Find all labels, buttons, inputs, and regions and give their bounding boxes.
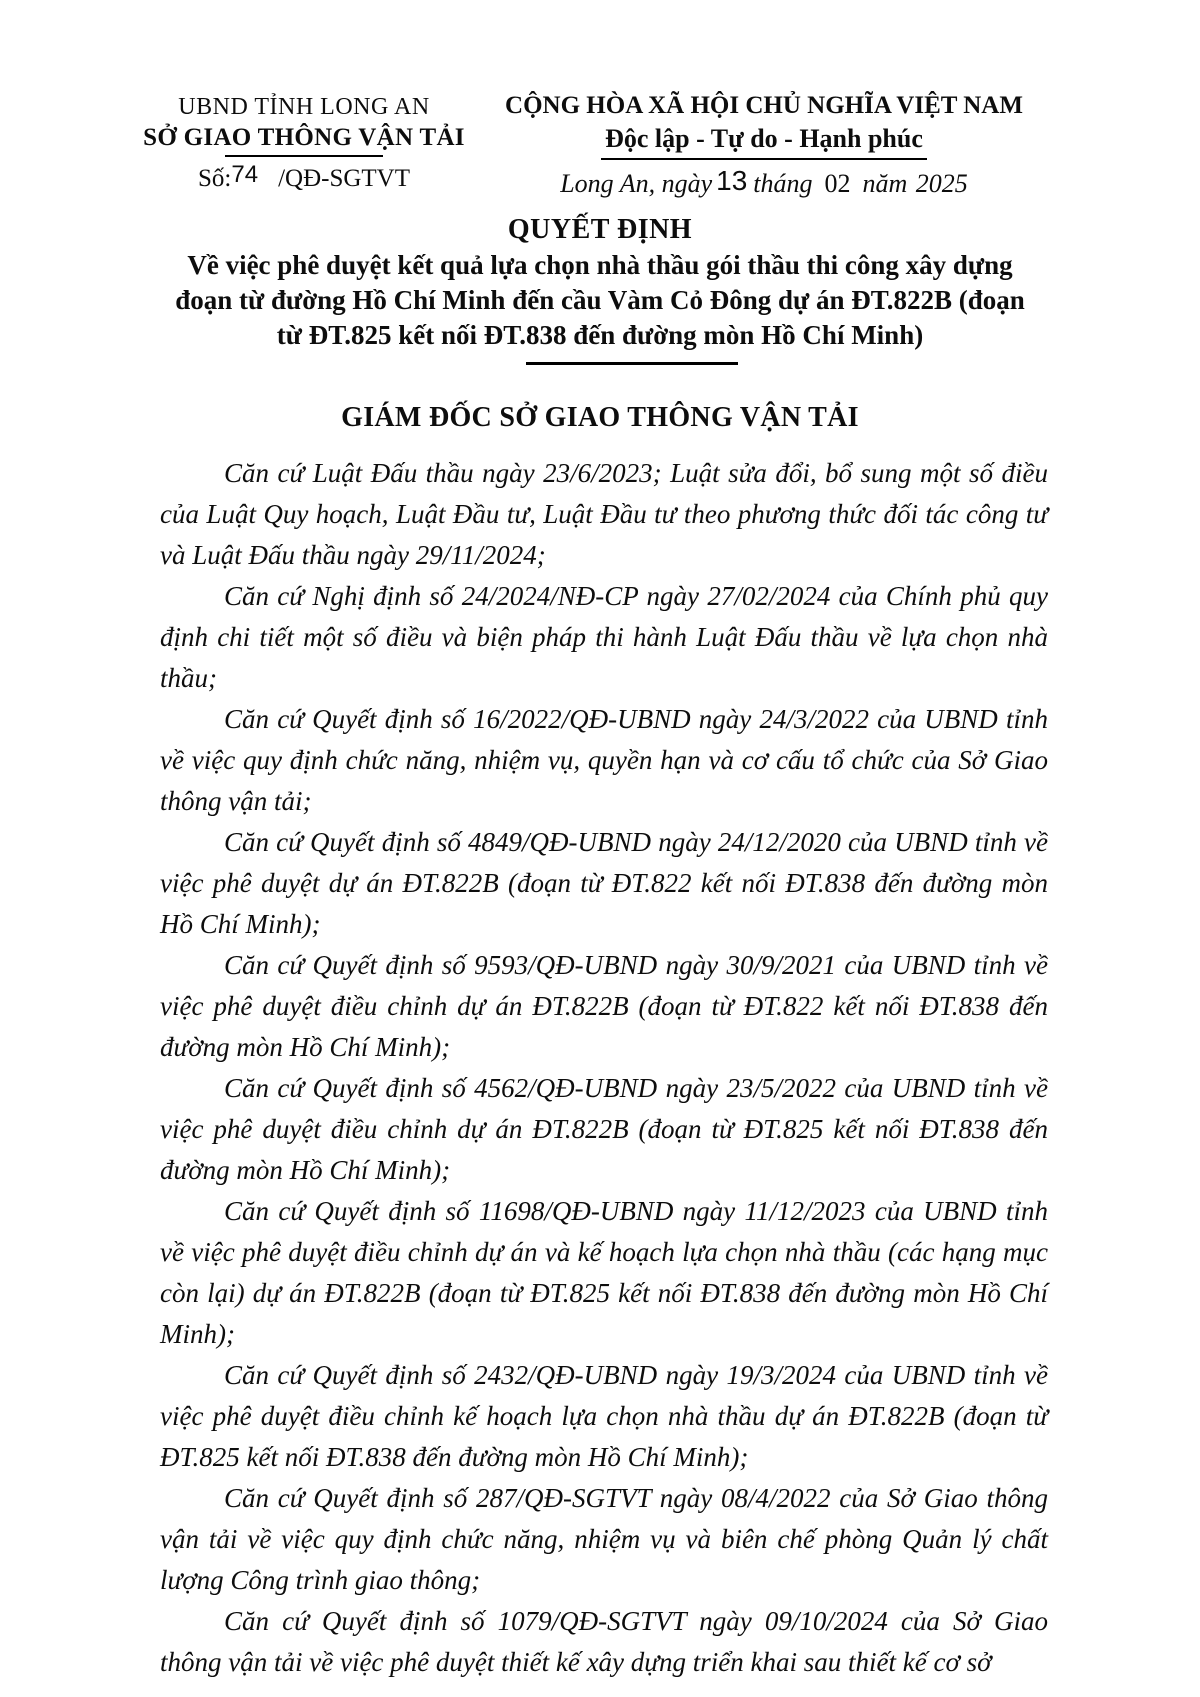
document-header xyxy=(0,0,1200,212)
org-name: SỞ GIAO THÔNG VẬN TẢI xyxy=(143,124,465,151)
recital-paragraph: Căn cứ Quyết định số 287/QĐ-SGTVT ngày 08/4/2022 của Sở Giao thông vận tải về việc quy định chức năng, nhiệm vụ và biên chế phòng Quản lý chất lượng Công trình giao thông; xyxy=(160,1483,1048,1595)
title-subject-line-1: Về việc phê duyệt kết quả lựa chọn nhà thầu gói thầu thi công xây dựng xyxy=(187,250,1013,280)
national-motto-line2-wrap xyxy=(488,123,1040,160)
dateline xyxy=(488,167,1040,200)
parent-org-name: UBND TỈNH LONG AN xyxy=(178,94,430,120)
recitals-section xyxy=(160,453,1048,1683)
recital-paragraph: Căn cứ Quyết định số 2432/QĐ-UBND ngày 19/3/2024 của UBND tỉnh về việc phê duyệt điều chỉnh kế hoạch lựa chọn nhà thầu dự án ĐT.822B (đoạn từ ĐT.825 kết nối ĐT.838 đến đường mòn Hồ Chí Minh); xyxy=(160,1360,1048,1472)
recital-paragraph: Căn cứ Luật Đấu thầu ngày 23/6/2023; Luật sửa đổi, bổ sung một số điều của Luật Quy hoạch, Luật Đầu tư, Luật Đầu tư theo phương thức đối tác công tư và Luật Đấu thầu ngày 29/11/2024; xyxy=(160,458,1048,570)
authority-heading: GIÁM ĐỐC SỞ GIAO THÔNG VẬN TẢI xyxy=(341,402,859,433)
recital-paragraph: Căn cứ Quyết định số 4849/QĐ-UBND ngày 24/12/2020 của UBND tỉnh về việc phê duyệt dự án ĐT.822B (đoạn từ ĐT.822 kết nối ĐT.838 đến đường mòn Hồ Chí Minh); xyxy=(160,827,1048,939)
title-subject-line-2: đoạn từ đường Hồ Chí Minh đến cầu Vàm Cỏ Đông dự án ĐT.822B (đoạn xyxy=(175,285,1025,315)
document-title: QUYẾT ĐỊNH xyxy=(507,214,693,245)
national-header-block xyxy=(488,90,1040,200)
recital-paragraph: Căn cứ Quyết định số 9593/QĐ-UBND ngày 30/9/2021 của UBND tỉnh về việc phê duyệt điều chỉnh dự án ĐT.822B (đoạn từ ĐT.822 kết nối ĐT.838 đến đường mòn Hồ Chí Minh); xyxy=(160,950,1048,1062)
dateline-year-word: năm xyxy=(862,169,908,198)
title-block xyxy=(0,212,1200,365)
recital-paragraph: Căn cứ Quyết định số 11698/QĐ-UBND ngày 11/12/2023 của UBND tỉnh về việc phê duyệt điều chỉnh dự án và kế hoạch lựa chọn nhà thầu (các hạng mục còn lại) dự án ĐT.822B (đoạn từ ĐT.825 kết nối ĐT.838 đến đường mòn Hồ Chí Minh); xyxy=(160,1196,1048,1349)
dateline-place: Long An, ngày xyxy=(560,169,713,198)
national-motto-line1: CỘNG HÒA XÃ HỘI CHỦ NGHĨA VIỆT NAM xyxy=(505,92,1023,119)
issuer-block xyxy=(78,92,530,195)
dateline-month: 02 xyxy=(824,169,851,198)
dateline-day: 13 xyxy=(716,165,748,196)
title-subject-line-3: từ ĐT.825 kết nối ĐT.838 đến đường mòn Hồ Chí Minh) xyxy=(276,320,924,350)
recital-paragraph: Căn cứ Nghị định số 24/2024/NĐ-CP ngày 27/02/2024 của Chính phủ quy định chi tiết một số điều và biện pháp thi hành Luật Đấu thầu về lựa chọn nhà thầu; xyxy=(160,581,1048,693)
dateline-month-word: tháng xyxy=(753,169,813,198)
recital-paragraph: Căn cứ Quyết định số 16/2022/QĐ-UBND ngày 24/3/2022 của UBND tỉnh về việc quy định chức năng, nhiệm vụ, quyền hạn và cơ cấu tổ chức của Sở Giao thông vận tải; xyxy=(160,704,1048,816)
title-separator-rule xyxy=(526,362,738,365)
recital-paragraph: Căn cứ Quyết định số 1079/QĐ-SGTVT ngày 09/10/2024 của Sở Giao thông vận tải về việc phê duyệt thiết kế xây dựng triển khai sau thiết kế cơ sở xyxy=(160,1606,1048,1677)
national-motto-line2: Độc lập - Tự do - Hạnh phúc xyxy=(601,123,927,160)
doc-number-value: 74 xyxy=(231,161,259,188)
dateline-year: 2025 xyxy=(915,169,968,198)
doc-number-suffix: /QĐ-SGTVT xyxy=(278,165,410,192)
doc-number-prefix: Số: xyxy=(198,165,232,192)
document-number-line xyxy=(78,163,530,195)
recital-paragraph: Căn cứ Quyết định số 4562/QĐ-UBND ngày 23/5/2022 của UBND tỉnh về việc phê duyệt điều chỉnh dự án ĐT.822B (đoạn từ ĐT.825 kết nối ĐT.838 đến đường mòn Hồ Chí Minh); xyxy=(160,1073,1048,1185)
org-underline xyxy=(225,155,383,157)
